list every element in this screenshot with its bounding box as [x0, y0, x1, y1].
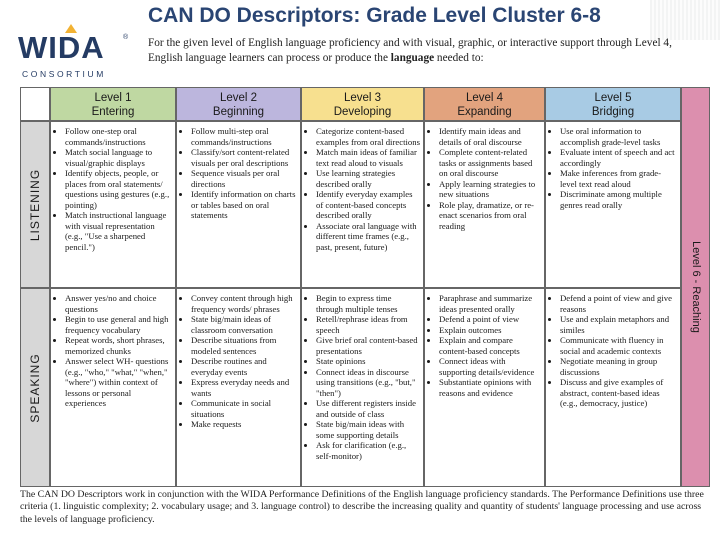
- descriptor-item: • Complete content-related tasks or assignments based on oral discourse: [439, 147, 541, 179]
- intro-before: For the given level of English language proficiency and with visual, graphic, or interactive support through Level 4, English language learners can process or produce the: [148, 37, 672, 64]
- descriptor-item: • Negotiate meaning in group discussions: [560, 356, 677, 377]
- listening-level-5-cell: [545, 121, 681, 288]
- listening-level-4-cell: [424, 121, 545, 288]
- descriptor-table: [20, 87, 710, 487]
- descriptor-item: • Identify information on charts or tables based on oral statements: [191, 189, 297, 221]
- domain-speaking: [20, 288, 50, 487]
- descriptor-item: • Explain outcomes: [439, 325, 541, 336]
- descriptor-item: • Identify everyday examples of content-based concepts described orally: [316, 189, 420, 221]
- level-6-column: [681, 87, 710, 487]
- descriptor-item: • Discuss and give examples of abstract, content-based ideas (e.g., democracy, justice): [560, 377, 677, 409]
- descriptor-item: • Convey content through high frequency words/ phrases: [191, 293, 297, 314]
- descriptor-item: • Communicate in social situations: [191, 398, 297, 419]
- header-texture: [650, 0, 720, 40]
- descriptor-item: • Ask for clarification (e.g., self-monitor): [316, 440, 420, 461]
- descriptor-item: • Connect ideas with supporting details/evidence: [439, 356, 541, 377]
- level-6-label: Level 6 - Reaching: [689, 241, 702, 333]
- descriptor-item: • State big/main ideas of classroom conversation: [191, 314, 297, 335]
- descriptor-item: • Apply learning strategies to new situations: [439, 179, 541, 200]
- listening-level-3-cell: [301, 121, 424, 288]
- descriptor-item: • Defend a point of view and give reasons: [560, 293, 677, 314]
- level-number: Level 2: [219, 92, 258, 104]
- descriptor-item: • State opinions: [316, 356, 420, 367]
- descriptor-item: • Make requests: [191, 419, 297, 430]
- level-name: Bridging: [591, 106, 635, 118]
- descriptor-item: • Answer yes/no and choice questions: [65, 293, 172, 314]
- logo-subtext: CONSORTIUM: [22, 69, 106, 79]
- footer-note: The CAN DO Descriptors work in conjunction with the WIDA Performance Definitions of the English language proficiency standards. The Performance Definitions use three criteria (1. linguistic complexity; 2. vocabulary usage; and 3. language control) to describe the increasing quality and quantity of students' language processing and use across the levels of language proficiency.: [20, 489, 704, 525]
- level-name: Expanding: [457, 106, 512, 118]
- domain-label: LISTENING: [28, 168, 42, 241]
- descriptor-item: • Explain and compare content-based concepts: [439, 335, 541, 356]
- descriptor-item: • Role play, dramatize, or re-enact scenarios from oral reading: [439, 200, 541, 232]
- descriptor-item: • Paraphrase and summarize ideas presented orally: [439, 293, 541, 314]
- level-number: Level 3: [343, 92, 382, 104]
- table-corner: [20, 87, 50, 121]
- descriptor-item: • Identify main ideas and details of oral discourse: [439, 126, 541, 147]
- descriptor-item: • Match social language to visual/graphic displays: [65, 147, 172, 168]
- level-number: Level 5: [594, 92, 632, 104]
- descriptor-item: • Describe routines and everyday events: [191, 356, 297, 377]
- wida-logo: [18, 30, 138, 80]
- descriptor-item: • Sequence visuals per oral directions: [191, 168, 297, 189]
- level-number: Level 4: [465, 92, 504, 104]
- intro-after: needed to:: [434, 52, 484, 64]
- level-number: Level 1: [94, 92, 132, 104]
- header: [0, 0, 720, 82]
- descriptor-item: • Begin to express time through multiple tenses: [316, 293, 420, 314]
- level-3-header: [301, 87, 424, 121]
- level-1-header: [50, 87, 176, 121]
- page-title: CAN DO Descriptors: Grade Level Cluster 6-8: [148, 4, 601, 27]
- domain-listening: [20, 121, 50, 288]
- level-name: Entering: [91, 106, 135, 118]
- descriptor-item: • Give brief oral content-based presentations: [316, 335, 420, 356]
- descriptor-item: • Communicate with fluency in social and academic contexts: [560, 335, 677, 356]
- intro-text: [148, 36, 708, 66]
- descriptor-item: • Begin to use general and high frequency vocabulary: [65, 314, 172, 335]
- level-name: Beginning: [212, 106, 265, 118]
- descriptor-item: • Categorize content-based examples from oral directions: [316, 126, 420, 147]
- listening-level-2-cell: [176, 121, 301, 288]
- descriptor-item: • Use learning strategies described orally: [316, 168, 420, 189]
- listening-level-1-cell: [50, 121, 176, 288]
- speaking-level-4-cell: [424, 288, 545, 487]
- descriptor-item: • Connect ideas in discourse using transitions (e.g., "but," "then"): [316, 367, 420, 399]
- descriptor-item: • Classify/sort content-related visuals per oral descriptions: [191, 147, 297, 168]
- speaking-level-2-cell: [176, 288, 301, 487]
- intro-bold: language: [390, 52, 435, 64]
- descriptor-item: • Defend a point of view: [439, 314, 541, 325]
- descriptor-item: • Use and explain metaphors and similes: [560, 314, 677, 335]
- descriptor-item: • Match main ideas of familiar text read aloud to visuals: [316, 147, 420, 168]
- descriptor-item: • Repeat words, short phrases, memorized chunks: [65, 335, 172, 356]
- logo-text: WIDA: [18, 30, 105, 65]
- descriptor-item: • Describe situations from modeled sentences: [191, 335, 297, 356]
- logo-trademark: ®: [123, 34, 129, 41]
- speaking-level-5-cell: [545, 288, 681, 487]
- descriptor-item: • Follow one-step oral commands/instructions: [65, 126, 172, 147]
- speaking-level-1-cell: [50, 288, 176, 487]
- descriptor-item: • Substantiate opinions with reasons and evidence: [439, 377, 541, 398]
- level-name: Developing: [333, 106, 392, 118]
- descriptor-item: • Identify objects, people, or places from oral statements/ questions using gestures (e.g., pointing): [65, 168, 172, 210]
- descriptor-item: • Retell/rephrase ideas from speech: [316, 314, 420, 335]
- descriptor-item: • Evaluate intent of speech and act accordingly: [560, 147, 677, 168]
- descriptor-item: • Make inferences from grade-level text read aloud: [560, 168, 677, 189]
- level-4-header: [424, 87, 545, 121]
- descriptor-item: • Discriminate among multiple genres read orally: [560, 189, 677, 210]
- descriptor-item: • Answer select WH- questions (e.g., "who," "what," "when," "where") within context of lessons or personal experiences: [65, 356, 172, 409]
- speaking-level-3-cell: [301, 288, 424, 487]
- descriptor-item: • Use different registers inside and outside of class: [316, 398, 420, 419]
- descriptor-item: • Express everyday needs and wants: [191, 377, 297, 398]
- descriptor-item: • Use oral information to accomplish grade-level tasks: [560, 126, 677, 147]
- descriptor-item: • Follow multi-step oral commands/instructions: [191, 126, 297, 147]
- level-2-header: [176, 87, 301, 121]
- level-5-header: [545, 87, 681, 121]
- descriptor-item: • Match instructional language with visual representation (e.g., "Use a sharpened pencil."): [65, 210, 172, 252]
- descriptor-item: • State big/main ideas with some supporting details: [316, 419, 420, 440]
- domain-label: SPEAKING: [28, 352, 42, 423]
- descriptor-item: • Associate oral language with different time frames (e.g., past, present, future): [316, 221, 420, 253]
